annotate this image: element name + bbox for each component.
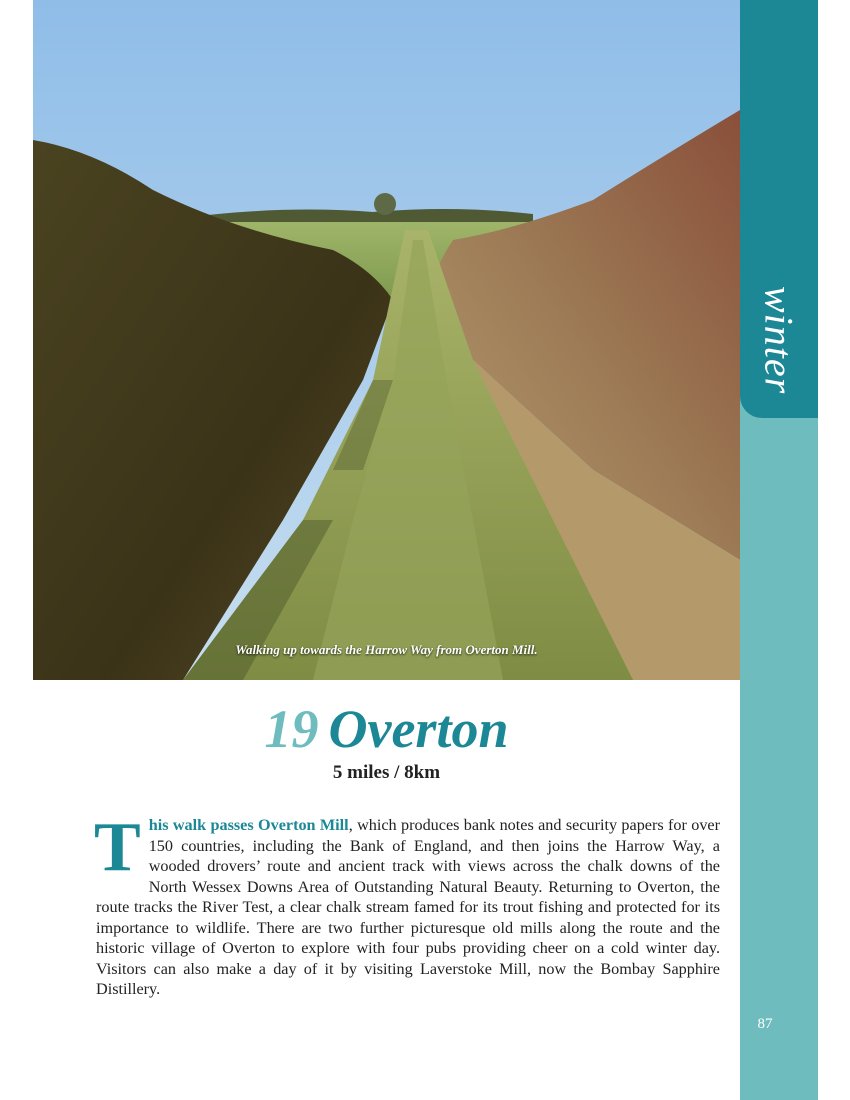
page-number: 87	[757, 1016, 773, 1032]
drop-cap: T	[94, 809, 141, 886]
intro-paragraph	[94, 809, 721, 1000]
photo-caption: Walking up towards the Harrow Way from Overton Mill.	[235, 642, 538, 657]
season-label: winter	[756, 285, 802, 395]
photo-illustration	[33, 0, 740, 680]
walk-title	[33, 696, 740, 762]
walk-name: Overton	[328, 699, 509, 759]
intro-lead: his walk passes Overton Mill	[148, 816, 349, 834]
walk-number: 19	[264, 699, 319, 759]
cover-photo	[33, 0, 740, 680]
walk-distance: 5 miles / 8km	[332, 762, 441, 783]
intro-body: , which produces bank notes and security papers for over 150 countries, including the Bank of England, and then joins the Harrow Way, a wooded drovers’ route and ancient track with views across the chalk downs of the North Wessex Downs Area of Outstanding Natural Beauty. Returning to Overton, the route tracks the River Test, a clear chalk stream famed for its trout fishing and protected for its importance to wildlife. There are two further picturesque old mills along the route and the historic village of Overton to explore with four pubs providing cheer on a cold winter day. Visitors can also make a day of it by visiting Laverstoke Mill, now the Bombay Sapphire Distillery.	[96, 816, 721, 998]
